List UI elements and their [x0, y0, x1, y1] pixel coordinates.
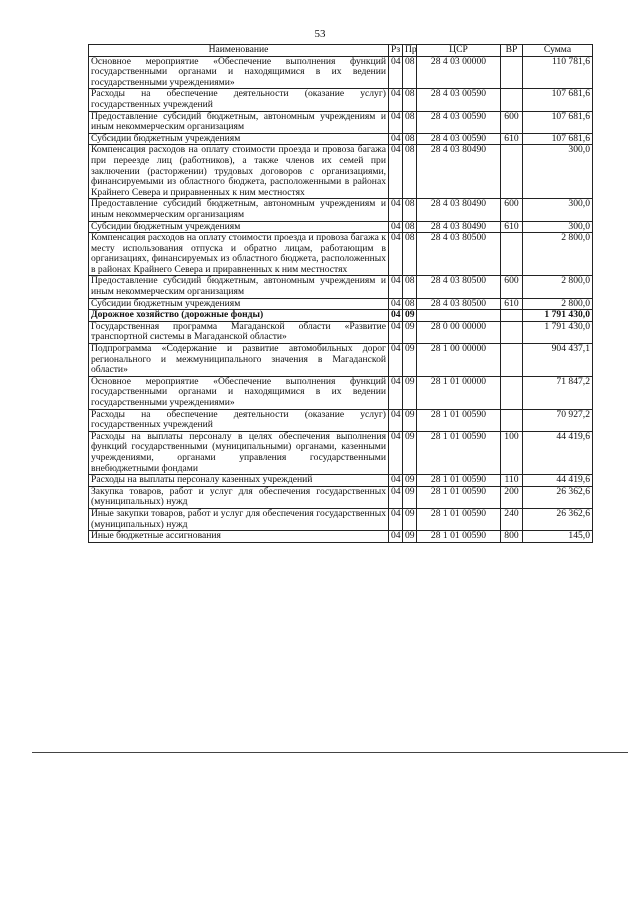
cell-sum: 2 800,0: [523, 298, 593, 310]
cell-rz: 04: [389, 431, 403, 474]
table-row: [89, 310, 593, 322]
cell-rz: 04: [389, 376, 403, 409]
cell-sum: 107 681,6: [523, 111, 593, 133]
cell-csr: 28 1 01 00590: [417, 409, 501, 431]
cell-csr: 28 1 01 00000: [417, 376, 501, 409]
cell-vr: [501, 145, 523, 199]
table-header-row: [89, 45, 593, 57]
cell-csr: 28 1 01 00590: [417, 531, 501, 543]
cell-name: Дорожное хозяйство (дорожные фонды): [89, 310, 389, 322]
cell-rz: 04: [389, 409, 403, 431]
cell-rz: 04: [389, 310, 403, 322]
cell-sum: 44 419,6: [523, 431, 593, 474]
cell-name: Расходы на обеспечение деятельности (оказание услуг) государственных учреждений: [89, 89, 389, 111]
cell-vr: [501, 344, 523, 377]
cell-vr: 200: [501, 486, 523, 508]
cell-sum: 1 791 430,0: [523, 310, 593, 322]
cell-sum: 145,0: [523, 531, 593, 543]
cell-rz: 04: [389, 199, 403, 221]
cell-rz: 04: [389, 111, 403, 133]
cell-csr: 28 4 03 00000: [417, 56, 501, 89]
cell-sum: 110 781,6: [523, 56, 593, 89]
table-row: [89, 133, 593, 145]
cell-sum: 1 791 430,0: [523, 321, 593, 343]
cell-rz: 04: [389, 221, 403, 233]
cell-sum: 44 419,6: [523, 475, 593, 487]
cell-name: Предоставление субсидий бюджетным, автономным учреждениям и иным некоммерческим организациям: [89, 276, 389, 298]
cell-rz: 04: [389, 508, 403, 530]
cell-pr: 08: [403, 221, 417, 233]
cell-sum: 904 437,1: [523, 344, 593, 377]
cell-pr: 09: [403, 486, 417, 508]
budget-table: [88, 44, 593, 543]
cell-rz: 04: [389, 233, 403, 276]
cell-csr: 28 4 03 80490: [417, 199, 501, 221]
table-row: [89, 531, 593, 543]
cell-name: Предоставление субсидий бюджетным, автономным учреждениям и иным некоммерческим организациям: [89, 111, 389, 133]
cell-csr: [417, 310, 501, 322]
cell-vr: 110: [501, 475, 523, 487]
cell-sum: 71 847,2: [523, 376, 593, 409]
cell-rz: 04: [389, 531, 403, 543]
cell-pr: 09: [403, 310, 417, 322]
cell-sum: 70 927,2: [523, 409, 593, 431]
cell-vr: 610: [501, 298, 523, 310]
cell-rz: 04: [389, 276, 403, 298]
cell-sum: 300,0: [523, 199, 593, 221]
cell-pr: 09: [403, 475, 417, 487]
cell-pr: 08: [403, 111, 417, 133]
table-row: [89, 233, 593, 276]
cell-pr: 08: [403, 298, 417, 310]
cell-name: Основное мероприятие «Обеспечение выполнения функций государственными органами и находящимися в их ведении государственными учреждениями»: [89, 376, 389, 409]
cell-pr: 08: [403, 89, 417, 111]
table-row: [89, 344, 593, 377]
cell-vr: [501, 89, 523, 111]
cell-name: Иные бюджетные ассигнования: [89, 531, 389, 543]
cell-pr: 09: [403, 508, 417, 530]
cell-rz: 04: [389, 89, 403, 111]
footer-divider: [32, 752, 628, 753]
cell-name: Закупка товаров, работ и услуг для обеспечения государственных (муниципальных) нужд: [89, 486, 389, 508]
table-row: [89, 56, 593, 89]
cell-name: Предоставление субсидий бюджетным, автономным учреждениям и иным некоммерческим организациям: [89, 199, 389, 221]
header-name: Наименование: [89, 45, 389, 57]
cell-vr: 610: [501, 133, 523, 145]
cell-csr: 28 1 01 00590: [417, 486, 501, 508]
cell-csr: 28 4 03 00590: [417, 111, 501, 133]
cell-csr: 28 1 00 00000: [417, 344, 501, 377]
cell-name: Субсидии бюджетным учреждениям: [89, 298, 389, 310]
table-row: [89, 111, 593, 133]
cell-name: Компенсация расходов на оплату стоимости проезда и провоза багажа при переезде лиц (работников), а также членов их семей при заключении (расторжении) трудовых договоров с организациями, финансируемыми из областного бюджета, расположенными в районах Крайнего Севера и приравненных к ним местностях: [89, 145, 389, 199]
cell-rz: 04: [389, 145, 403, 199]
cell-name: Государственная программа Магаданской области «Развитие транспортной системы в Магаданской области»: [89, 321, 389, 343]
cell-csr: 28 1 01 00590: [417, 508, 501, 530]
cell-vr: 240: [501, 508, 523, 530]
cell-sum: 2 800,0: [523, 233, 593, 276]
cell-csr: 28 4 03 80500: [417, 298, 501, 310]
cell-vr: [501, 409, 523, 431]
cell-rz: 04: [389, 321, 403, 343]
table-body: [89, 56, 593, 542]
cell-csr: 28 4 03 00590: [417, 89, 501, 111]
cell-sum: 107 681,6: [523, 133, 593, 145]
header-rz: Рз: [389, 45, 403, 57]
cell-vr: [501, 56, 523, 89]
cell-pr: 09: [403, 409, 417, 431]
cell-vr: [501, 321, 523, 343]
cell-vr: 600: [501, 199, 523, 221]
table-row: [89, 508, 593, 530]
cell-csr: 28 4 03 80500: [417, 276, 501, 298]
table-row: [89, 145, 593, 199]
table-row: [89, 475, 593, 487]
table-row: [89, 486, 593, 508]
cell-name: Субсидии бюджетным учреждениям: [89, 221, 389, 233]
cell-csr: 28 1 01 00590: [417, 475, 501, 487]
cell-csr: 28 4 03 80490: [417, 221, 501, 233]
cell-pr: 08: [403, 276, 417, 298]
cell-sum: 107 681,6: [523, 89, 593, 111]
cell-pr: 08: [403, 56, 417, 89]
cell-rz: 04: [389, 56, 403, 89]
cell-vr: [501, 376, 523, 409]
cell-vr: 600: [501, 111, 523, 133]
cell-pr: 08: [403, 199, 417, 221]
table-row: [89, 409, 593, 431]
cell-vr: 610: [501, 221, 523, 233]
header-csr: ЦСР: [417, 45, 501, 57]
header-vr: ВР: [501, 45, 523, 57]
cell-vr: [501, 310, 523, 322]
cell-pr: 08: [403, 233, 417, 276]
table-row: [89, 376, 593, 409]
cell-name: Расходы на выплаты персоналу казенных учреждений: [89, 475, 389, 487]
cell-vr: 100: [501, 431, 523, 474]
cell-csr: 28 4 03 00590: [417, 133, 501, 145]
header-pr: Пр: [403, 45, 417, 57]
cell-pr: 09: [403, 376, 417, 409]
cell-csr: 28 4 03 80490: [417, 145, 501, 199]
cell-sum: 300,0: [523, 221, 593, 233]
cell-name: Субсидии бюджетным учреждениям: [89, 133, 389, 145]
table-row: [89, 221, 593, 233]
cell-sum: 26 362,6: [523, 508, 593, 530]
page-number: 53: [314, 28, 326, 40]
cell-name: Подпрограмма «Содержание и развитие автомобильных дорог регионального и межмуниципального значения в Магаданской области»: [89, 344, 389, 377]
cell-name: Иные закупки товаров, работ и услуг для обеспечения государственных (муниципальных) нужд: [89, 508, 389, 530]
cell-rz: 04: [389, 475, 403, 487]
table-row: [89, 89, 593, 111]
cell-rz: 04: [389, 298, 403, 310]
table-row: [89, 431, 593, 474]
cell-pr: 08: [403, 133, 417, 145]
cell-name: Основное мероприятие «Обеспечение выполнения функций государственными органами и находящимися в их ведении государственными учреждениями»: [89, 56, 389, 89]
cell-pr: 08: [403, 145, 417, 199]
cell-vr: 800: [501, 531, 523, 543]
table-row: [89, 298, 593, 310]
cell-rz: 04: [389, 486, 403, 508]
cell-csr: 28 1 01 00590: [417, 431, 501, 474]
cell-pr: 09: [403, 531, 417, 543]
cell-csr: 28 0 00 00000: [417, 321, 501, 343]
cell-vr: 600: [501, 276, 523, 298]
table-row: [89, 321, 593, 343]
cell-pr: 09: [403, 344, 417, 377]
cell-vr: [501, 233, 523, 276]
cell-sum: 26 362,6: [523, 486, 593, 508]
cell-sum: 2 800,0: [523, 276, 593, 298]
cell-name: Расходы на обеспечение деятельности (оказание услуг) государственных учреждений: [89, 409, 389, 431]
header-sum: Сумма: [523, 45, 593, 57]
cell-rz: 04: [389, 344, 403, 377]
cell-name: Компенсация расходов на оплату стоимости проезда и провоза багажа к месту использования отпуска и обратно лицам, работающим в организациях, финансируемых из областного бюджета, расположенных в районах Крайнего Севера и приравненных к ним местностях: [89, 233, 389, 276]
cell-rz: 04: [389, 133, 403, 145]
table-row: [89, 276, 593, 298]
cell-name: Расходы на выплаты персоналу в целях обеспечения выполнения функций государственными (муниципальными) органами, казенными учреждениями, органами управления государственными внебюджетными фондами: [89, 431, 389, 474]
table-row: [89, 199, 593, 221]
cell-pr: 09: [403, 321, 417, 343]
cell-sum: 300,0: [523, 145, 593, 199]
cell-pr: 09: [403, 431, 417, 474]
cell-csr: 28 4 03 80500: [417, 233, 501, 276]
